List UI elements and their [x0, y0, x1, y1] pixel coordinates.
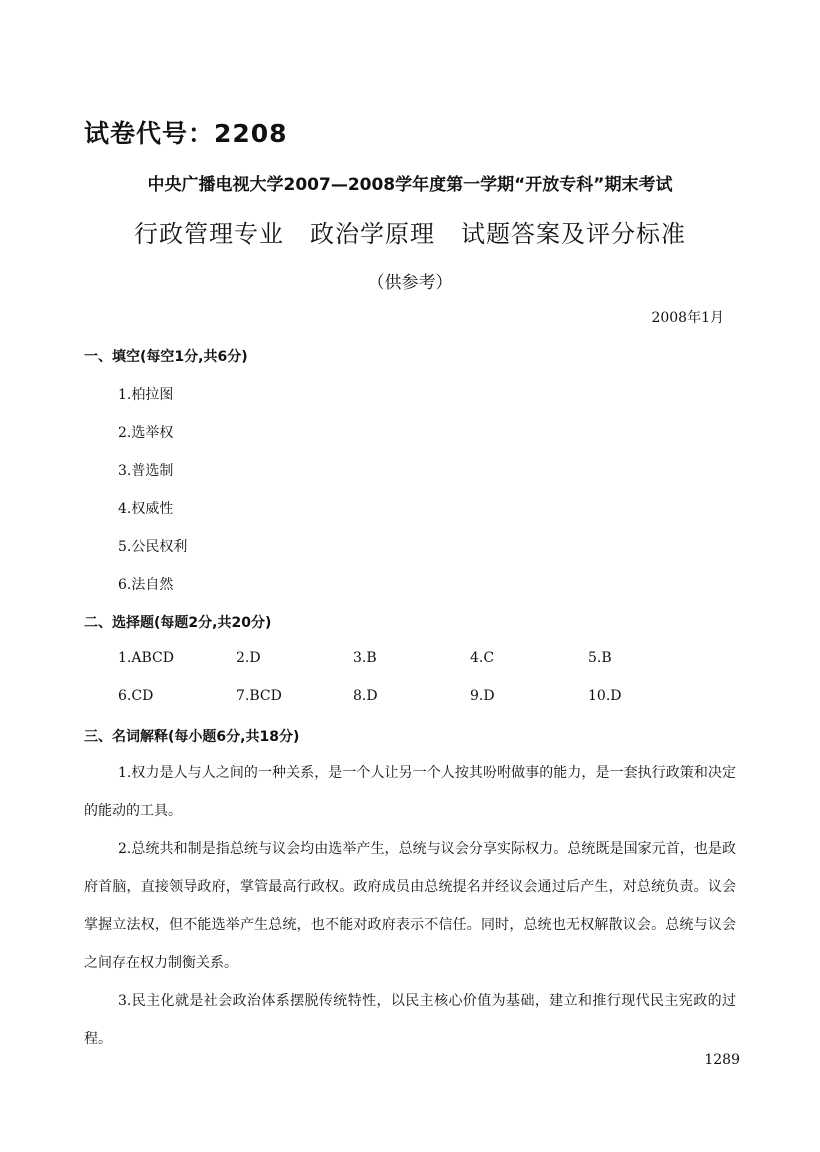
fill-answer-6: 6.法自然 — [118, 577, 174, 593]
choice-answer: 8.D — [353, 688, 378, 704]
document-title — [0, 214, 820, 249]
choice-row-2 — [118, 688, 678, 708]
fill-answer-3: 3.普选制 — [118, 463, 174, 479]
choice-row-1 — [118, 650, 678, 670]
definition-paragraph-2: 2.总统共和制是指总统与议会均由选举产生，总统与议会分享实际权力。总统既是国家元首，也是政府首脑，直接领导政府，掌管最高行政权。政府成员由总统提名并经议会通过后产生，对总统负责。议会掌握立法权，但不能选举产生总统，也不能对政府表示不信任。同时，总统也无权解散议会。总统与议会之间存在权力制衡关系。 — [84, 841, 736, 971]
section-3-heading: 三、名词解释(每小题6分,共18分) — [84, 729, 300, 745]
title-course: 政治学原理 — [310, 220, 435, 248]
fill-answer-4: 4.权威性 — [118, 501, 174, 517]
title-major: 行政管理专业 — [134, 220, 284, 248]
paper-code: 试卷代号：2208 — [84, 119, 288, 148]
fill-answer-5: 5.公民权利 — [118, 539, 188, 555]
section-2-heading: 二、选择题(每题2分,共20分) — [84, 615, 272, 631]
section-1-heading: 一、填空(每空1分,共6分) — [84, 349, 248, 365]
title-doc: 试题答案及评分标准 — [461, 220, 686, 248]
fill-answer-2: 2.选举权 — [118, 425, 174, 441]
choice-answer: 4.C — [470, 650, 495, 666]
choice-answer: 9.D — [470, 688, 495, 704]
choice-answer: 10.D — [588, 688, 622, 704]
page-number: 1289 — [704, 1052, 740, 1068]
document-date: 2008年1月 — [651, 310, 724, 326]
choice-answer: 5.B — [588, 650, 612, 666]
definition-paragraph-1: 1.权力是人与人之间的一种关系，是一个人让另一个人按其吩咐做事的能力，是一套执行政策和决定的能动的工具。 — [84, 765, 736, 819]
choice-answer: 2.D — [236, 650, 261, 666]
fill-answer-1: 1.柏拉图 — [118, 387, 174, 403]
exam-subtitle: 中央广播电视大学2007—2008学年度第一学期“开放专科”期末考试 — [147, 175, 673, 195]
definition-paragraph-3: 3.民主化就是社会政治体系摆脱传统特性，以民主核心价值为基础，建立和推行现代民主宪政的过程。 — [84, 993, 736, 1047]
reference-note: （供参考） — [367, 273, 453, 293]
choice-answer: 1.ABCD — [118, 650, 174, 666]
choice-answer: 7.BCD — [236, 688, 282, 704]
choice-answer: 3.B — [353, 650, 377, 666]
choice-answer: 6.CD — [118, 688, 154, 704]
